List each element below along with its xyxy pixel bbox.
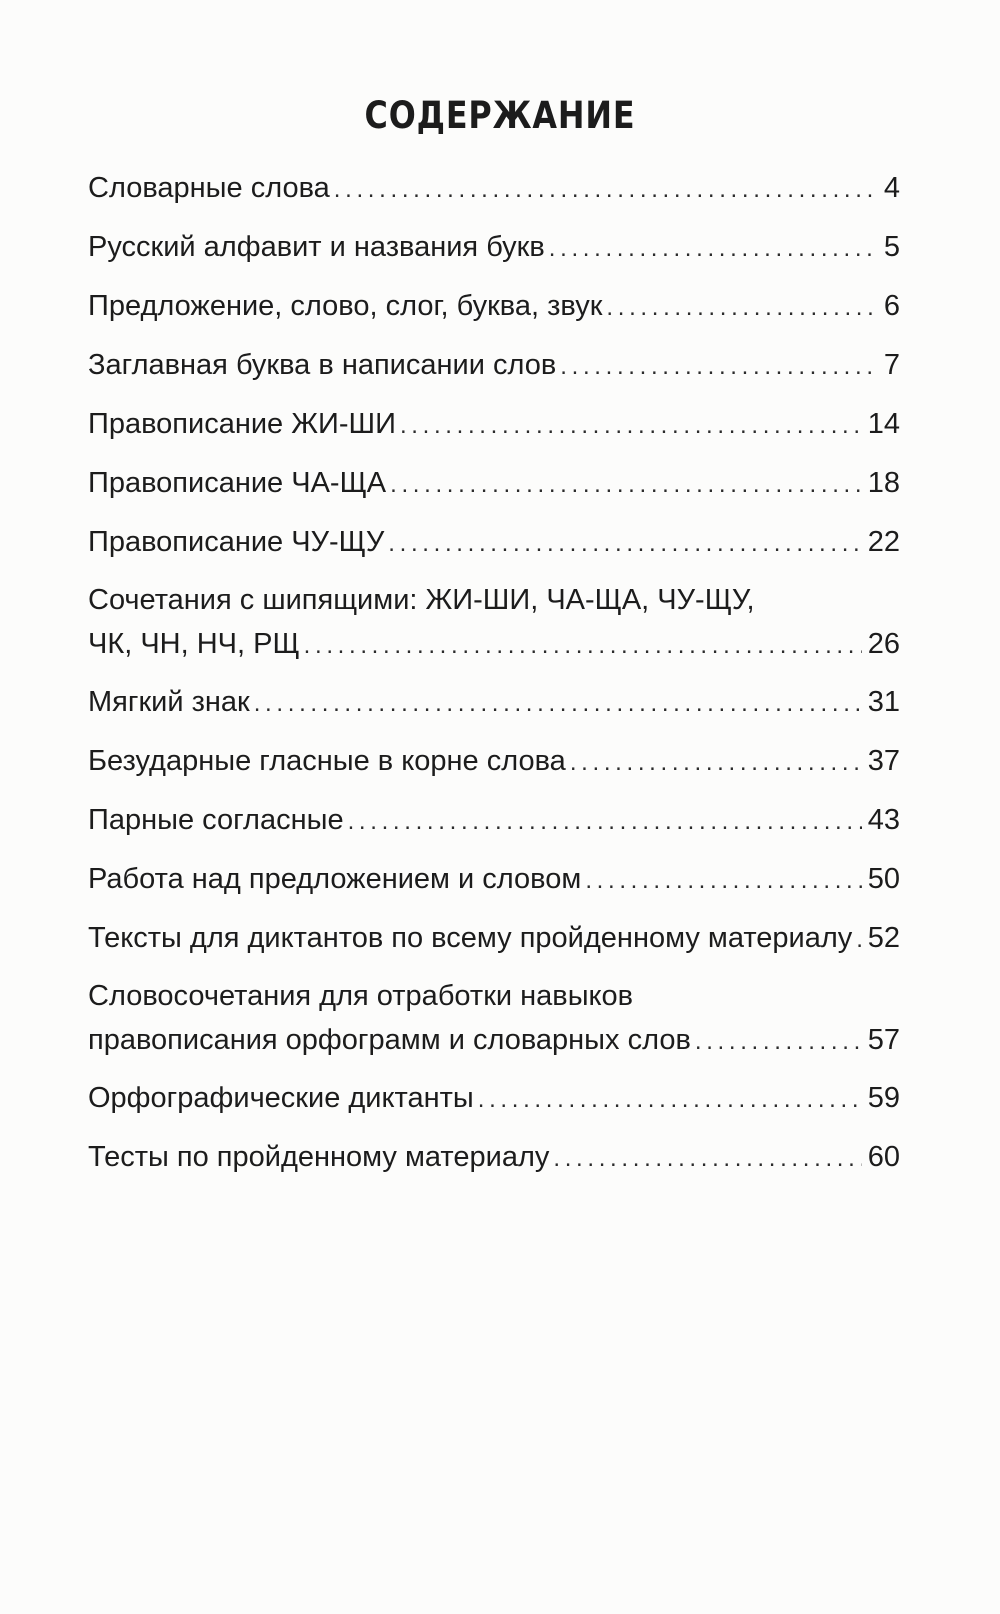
toc-entry-row bbox=[88, 680, 900, 726]
toc-entry-title: Работа над предложением и словом bbox=[88, 863, 582, 895]
toc-entry bbox=[88, 1135, 900, 1194]
toc-entry-title: Словарные слова bbox=[88, 172, 330, 204]
toc-entry-page: 59 bbox=[867, 1082, 900, 1114]
table-of-contents bbox=[88, 166, 900, 1194]
toc-entry-title: Русский алфавит и названия букв bbox=[88, 231, 545, 263]
toc-entry-title: правописания орфограмм и словарных слов bbox=[88, 1024, 691, 1056]
toc-entry bbox=[88, 166, 900, 225]
toc-entry-row bbox=[88, 622, 900, 668]
toc-entry bbox=[88, 1076, 900, 1135]
toc-entry-row bbox=[88, 1076, 900, 1122]
toc-entry-page: 57 bbox=[867, 1024, 900, 1056]
dot-leader bbox=[334, 168, 878, 212]
dot-leader bbox=[304, 624, 862, 668]
dot-leader bbox=[553, 1137, 861, 1181]
toc-entry-title: Тесты по пройденному материалу bbox=[88, 1141, 550, 1173]
toc-entry-row bbox=[88, 343, 900, 389]
toc-entry-page: 31 bbox=[867, 686, 900, 718]
toc-entry-page: 18 bbox=[867, 467, 900, 499]
toc-entry-title: Правописание ЖИ-ШИ bbox=[88, 408, 396, 440]
toc-entry bbox=[88, 739, 900, 798]
toc-entry bbox=[88, 916, 900, 975]
toc-entry-title: Безударные гласные в корне слова bbox=[88, 745, 566, 777]
toc-entry-title: Орфографические диктанты bbox=[88, 1082, 474, 1114]
toc-entry-page: 5 bbox=[883, 231, 900, 263]
toc-entry-page: 60 bbox=[867, 1141, 900, 1173]
toc-entry bbox=[88, 680, 900, 739]
toc-entry bbox=[88, 798, 900, 857]
toc-entry-row bbox=[88, 739, 900, 785]
toc-entry-title: Правописание ЧА-ЩА bbox=[88, 467, 387, 499]
toc-entry-row bbox=[88, 225, 900, 271]
toc-entry bbox=[88, 284, 900, 343]
toc-entry bbox=[88, 520, 900, 579]
toc-entry bbox=[88, 857, 900, 916]
dot-leader bbox=[254, 682, 862, 726]
toc-entry-page: 4 bbox=[883, 172, 900, 204]
dot-leader bbox=[585, 859, 861, 903]
dot-leader bbox=[390, 463, 862, 507]
dot-leader bbox=[400, 404, 862, 448]
toc-entry-page: 22 bbox=[867, 526, 900, 558]
dot-leader bbox=[549, 227, 878, 271]
toc-entry bbox=[88, 343, 900, 402]
dot-leader bbox=[856, 918, 861, 962]
dot-leader bbox=[348, 800, 862, 844]
toc-entry-title-line1: Словосочетания для отработки навыков bbox=[88, 980, 634, 1012]
dot-leader bbox=[478, 1078, 862, 1122]
toc-entry-page: 7 bbox=[883, 349, 900, 381]
toc-entry-title: Парные согласные bbox=[88, 804, 344, 836]
toc-entry-title: Заглавная буква в написании слов bbox=[88, 349, 557, 381]
toc-entry-page: 6 bbox=[883, 290, 900, 322]
toc-entry-title: Правописание ЧУ-ЩУ bbox=[88, 526, 385, 558]
toc-entry-page: 26 bbox=[867, 628, 900, 660]
toc-entry-title: Тексты для диктантов по всему пройденному материалу bbox=[88, 922, 853, 954]
dot-leader bbox=[388, 522, 861, 566]
toc-entry-row bbox=[88, 1135, 900, 1181]
dot-leader bbox=[606, 286, 877, 330]
toc-entry bbox=[88, 579, 900, 680]
toc-entry-row bbox=[88, 916, 900, 962]
dot-leader bbox=[560, 345, 878, 389]
toc-entry bbox=[88, 461, 900, 520]
toc-entry-row bbox=[88, 857, 900, 903]
toc-entry-row bbox=[88, 798, 900, 844]
toc-entry-page: 37 bbox=[867, 745, 900, 777]
toc-entry-page: 14 bbox=[867, 408, 900, 440]
toc-entry bbox=[88, 975, 900, 1076]
toc-entry bbox=[88, 402, 900, 461]
toc-entry-row bbox=[88, 461, 900, 507]
dot-leader bbox=[570, 741, 862, 785]
toc-entry-title: ЧК, ЧН, НЧ, РЩ bbox=[88, 628, 300, 660]
toc-entry-title-line1: Сочетания с шипящими: ЖИ-ШИ, ЧА-ЩА, ЧУ-ЩУ, bbox=[88, 584, 755, 616]
toc-entry-row bbox=[88, 402, 900, 448]
toc-entry-title: Предложение, слово, слог, буква, звук bbox=[88, 290, 603, 322]
toc-entry-page: 52 bbox=[867, 922, 900, 954]
dot-leader bbox=[695, 1020, 862, 1064]
toc-entry-row bbox=[88, 1018, 900, 1064]
toc-entry-title: Мягкий знак bbox=[88, 686, 250, 718]
page-title: СОДЕРЖАНИЕ bbox=[364, 94, 636, 137]
toc-entry-row bbox=[88, 284, 900, 330]
toc-entry-page: 50 bbox=[867, 863, 900, 895]
toc-entry-page: 43 bbox=[867, 804, 900, 836]
toc-entry-row bbox=[88, 520, 900, 566]
toc-entry-row bbox=[88, 166, 900, 212]
toc-entry bbox=[88, 225, 900, 284]
